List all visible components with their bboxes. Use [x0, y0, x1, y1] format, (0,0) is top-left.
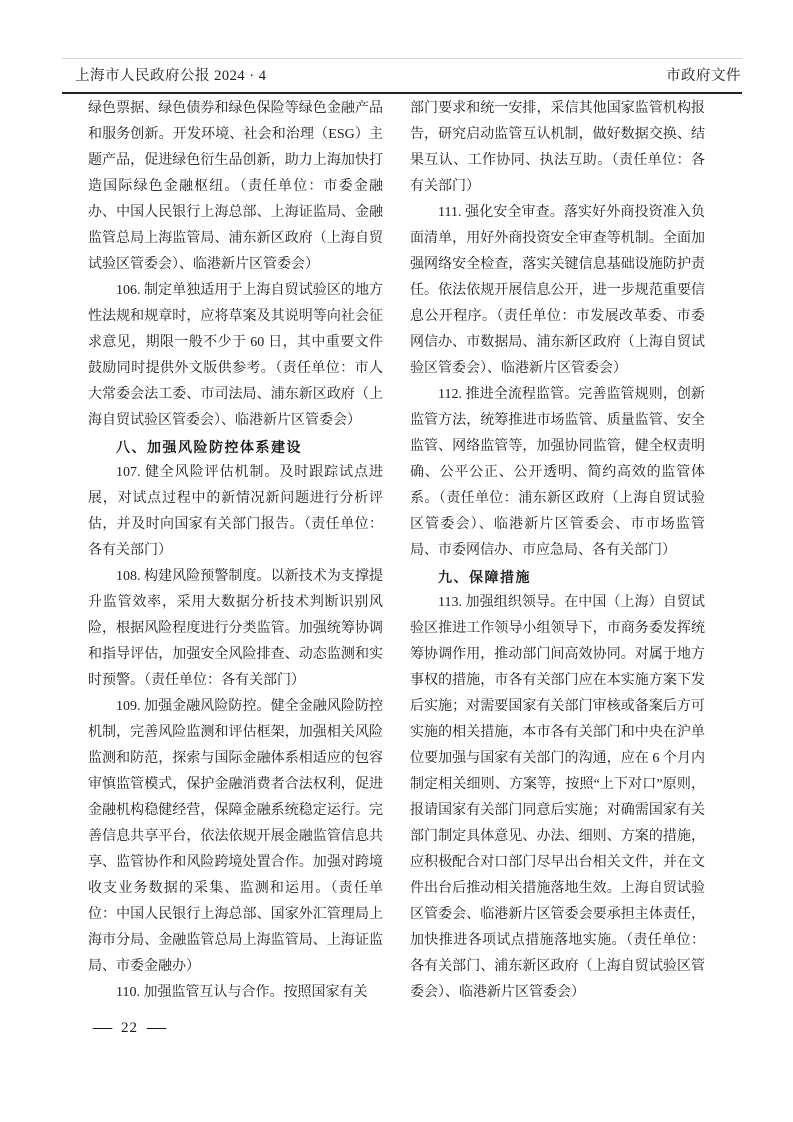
paragraph-111: 111. 强化安全审查。落实好外商投资准入负面清单，用好外商投资安全审查等机制。全面加强网络安全检查，落实关键信息基础设施防护责任。依法依规开展信息公开，进一步规范重要信息公开程序。（责任单位：市发展改革委、市委网信办、市数据局、浦东新区政府（上海自贸试验区管委会）、临港新片区管委会） [410, 205, 705, 376]
paragraph-109: 109. 加强金融风险防控。健全金融风险防控机制，完善风险监测和评估框架，加强相关风险监测和防范，探索与国际金融体系相适应的包容审慎监管模式，保护金融消费者合法权利，促进金融机构稳健经营，保障金融系统稳定运行。完善信息共享平台，依法依规开展金融监管信息共享、监管协作和风险跨境处置合作。加强对跨境收支业务数据的采集、监测和运用。（责任单位：中国人民银行上海总部、国家外汇管理局上海市分局、金融监管总局上海监管局、上海证监局、市委金融办） [88, 699, 383, 974]
footer-dash-left: — [92, 1020, 113, 1036]
header-publication-title: 上海市人民政府公报 2024 · 4 [75, 68, 267, 84]
paragraph-105-continuation: 绿色票据、绿色债券和绿色保险等绿色金融产品和服务创新。开发环境、社会和治理（ESG）主题产品，促进绿色衍生品创新，助力上海加快打造国际绿色金融枢纽。（责任单位：市委金融办、中国人民银行上海总部、上海证监局、金融监管总局上海监管局、浦东新区政府（上海自贸试验区管委会）、临港新片区管委会） [88, 101, 383, 272]
section-heading-9: 九、保障措施 [438, 569, 531, 585]
right-column [410, 96, 705, 1006]
left-column [88, 96, 383, 1006]
page-header [62, 64, 742, 94]
page-number: 22 [121, 1020, 138, 1036]
paragraph-112: 112. 推进全流程监管。完善监管规则，创新监管方法，统筹推进市场监管、质量监管、安全监管、网络监管等，加强协同监管，健全权责明确、公平公正、公开透明、简约高效的监管体系。（责任单位：浦东新区政府（上海自贸试验区管委会）、临港新片区管委会、市市场监管局、市委网信办、市应急局、各有关部门） [410, 387, 705, 558]
paragraph-108: 108. 构建风险预警制度。以新技术为支撑提升监管效率，采用大数据分析技术判断识别风险，根据风险程度进行分类监管。加强统筹协调和指导评估，加强安全风险排查、动态监测和实时预警。（责任单位：各有关部门） [88, 569, 383, 688]
header-section-label: 市政府文件 [666, 68, 741, 84]
document-body [88, 96, 705, 1006]
page-top-rule [62, 58, 742, 59]
page-footer [92, 1020, 167, 1037]
paragraph-110-start: 110. 加强监管互认与合作。按照国家有关 [116, 985, 368, 1000]
footer-dash-right: — [146, 1020, 167, 1036]
paragraph-113: 113. 加强组织领导。在中国（上海）自贸试验区推进工作领导小组领导下，市商务委发挥统筹协调作用，推动部门间高效协同。对属于地方事权的措施，市各有关部门应在本实施方案下发后实施；对需要国家有关部门审核或备案后方可实施的相关措施，本市各有关部门和中央在沪单位要加强与国家有关部门的沟通，应在 6 个月内制定相关细则、方案等，按照“上下对口”原则，报请国家有关部门同意后实施；对确需国家有关部门制定具体意见、办法、细则、方案的措施，应积极配合对口部门尽早出台相关文件，并在文件出台后推动相关措施落地生效。上海自贸试验区管委会、临港新片区管委会要承担主体责任，加快推进各项试点措施落地实施。（责任单位：各有关部门、浦东新区政府（上海自贸试验区管委会）、临港新片区管委会） [410, 595, 705, 1000]
paragraph-107: 107. 健全风险评估机制。及时跟踪试点进展，对试点过程中的新情况新问题进行分析评估，并及时向国家有关部门报告。（责任单位：各有关部门） [88, 465, 383, 558]
section-heading-8: 八、加强风险防控体系建设 [116, 439, 302, 455]
paragraph-110-continuation: 部门要求和统一安排，采信其他国家监管机构报告，研究启动监管互认机制，做好数据交换、结果互认、工作协同、执法互助。（责任单位：各有关部门） [410, 101, 705, 194]
paragraph-106: 106. 制定单独适用于上海自贸试验区的地方性法规和规章时，应将草案及其说明等向社会征求意见，期限一般不少于 60 日，其中重要文件鼓励同时提供外文版供参考。（责任单位：市人大常委会法工委、市司法局、浦东新区政府（上海自贸试验区管委会）、临港新片区管委会） [88, 283, 383, 428]
